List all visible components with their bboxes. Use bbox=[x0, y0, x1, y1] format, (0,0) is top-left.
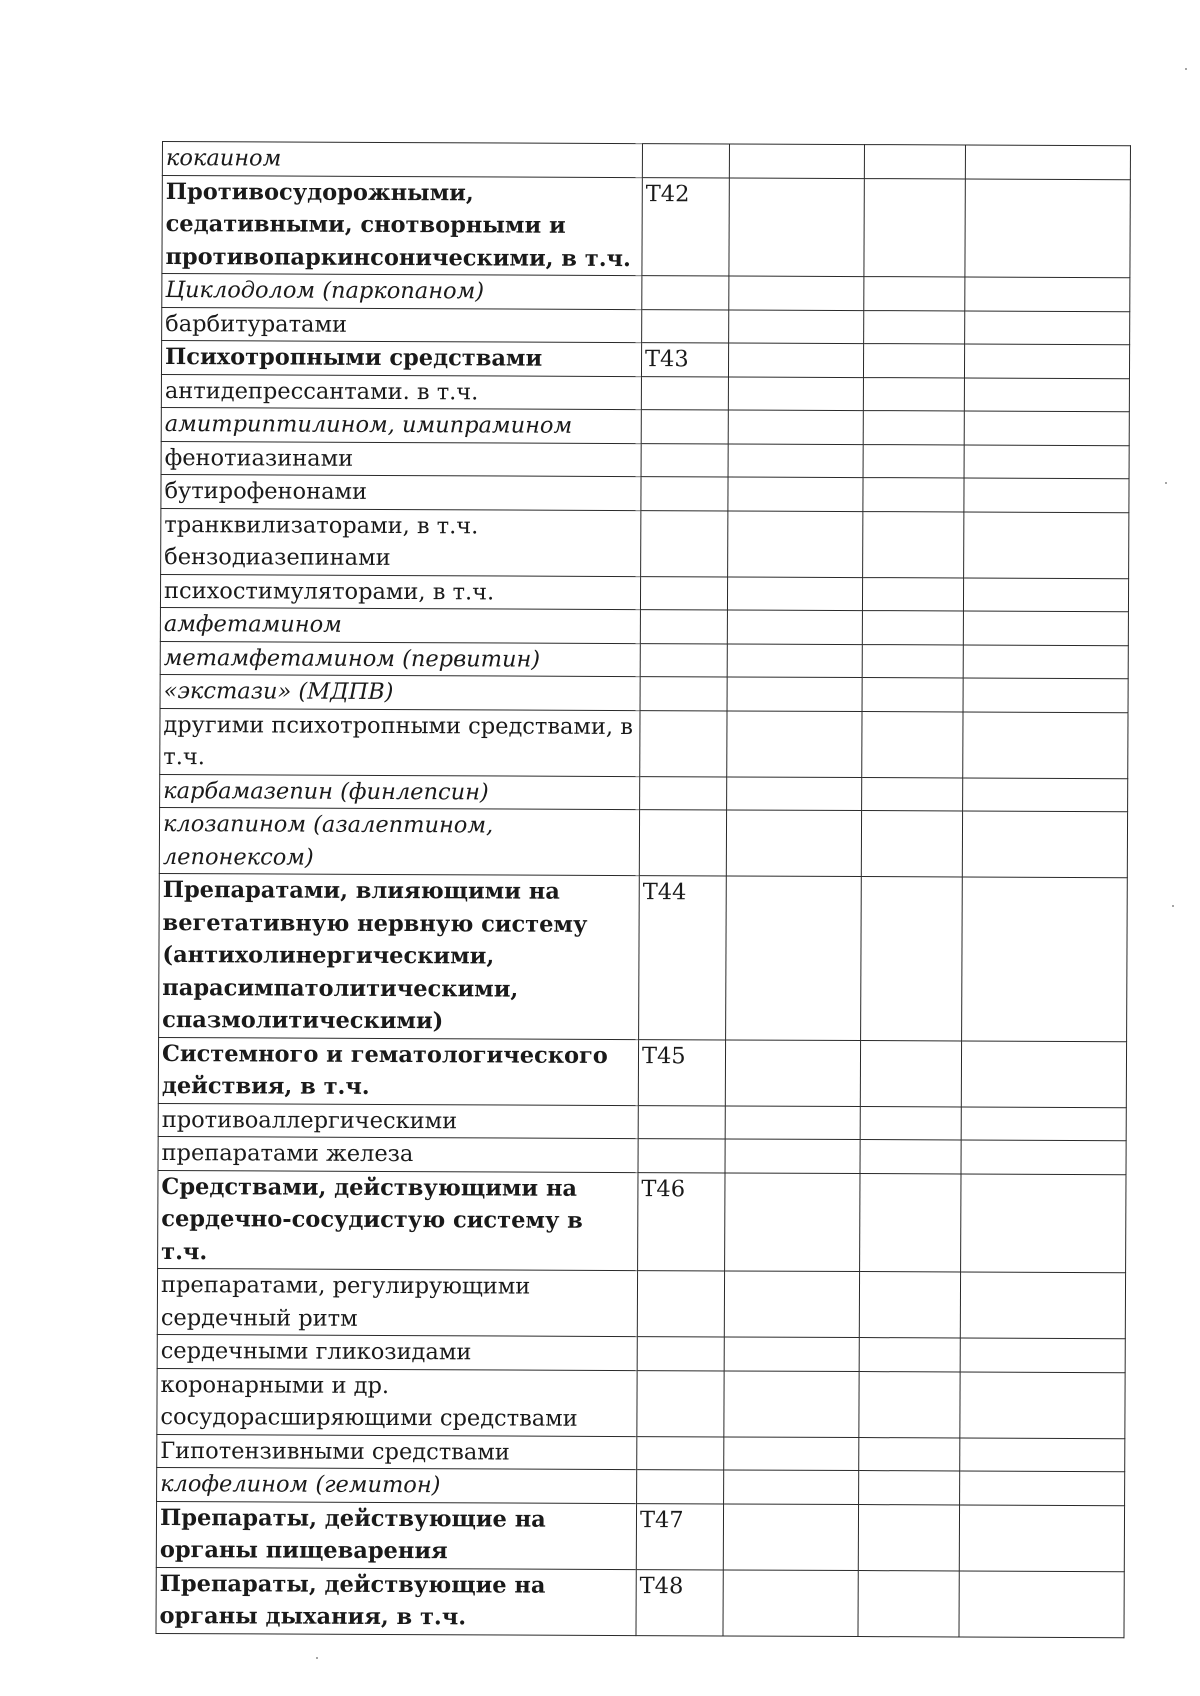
empty-cell bbox=[728, 510, 863, 577]
table-row bbox=[156, 1567, 1124, 1637]
table-row bbox=[158, 1103, 1126, 1141]
empty-cell bbox=[862, 644, 963, 678]
empty-cell bbox=[965, 311, 1130, 345]
row-code bbox=[642, 309, 729, 343]
row-code bbox=[640, 710, 727, 776]
row-code bbox=[640, 643, 727, 677]
row-label: клофелином (гемитон) bbox=[157, 1467, 637, 1503]
empty-cell bbox=[724, 1337, 859, 1371]
empty-cell bbox=[728, 376, 863, 410]
row-label: бутирофенонами bbox=[161, 474, 641, 510]
row-code bbox=[637, 1470, 724, 1504]
empty-cell bbox=[963, 645, 1128, 679]
scan-speck bbox=[1172, 905, 1174, 907]
empty-cell bbox=[723, 1503, 858, 1570]
empty-cell bbox=[728, 343, 863, 377]
empty-cell bbox=[960, 1338, 1125, 1372]
empty-cell bbox=[725, 1039, 860, 1106]
row-label: амитриптилином, имипрамином bbox=[161, 407, 641, 443]
empty-cell bbox=[965, 145, 1130, 179]
empty-cell bbox=[727, 576, 862, 610]
table-row bbox=[160, 607, 1128, 645]
empty-cell bbox=[726, 810, 861, 877]
empty-cell bbox=[963, 578, 1128, 612]
empty-cell bbox=[724, 1271, 859, 1338]
empty-cell bbox=[963, 678, 1128, 712]
table-row bbox=[158, 1136, 1126, 1174]
empty-cell bbox=[860, 1173, 961, 1272]
row-code: T46 bbox=[638, 1172, 725, 1271]
empty-cell bbox=[859, 1471, 960, 1505]
row-code bbox=[637, 1370, 724, 1436]
empty-cell bbox=[864, 277, 965, 311]
empty-cell bbox=[727, 643, 862, 677]
table-row bbox=[161, 341, 1129, 379]
row-label: коронарными и др. сосудорасширяющими средствами bbox=[157, 1368, 637, 1436]
empty-cell bbox=[960, 1471, 1125, 1505]
row-code bbox=[638, 1105, 725, 1139]
row-label: противоаллергическими bbox=[158, 1103, 638, 1139]
row-code bbox=[640, 576, 727, 610]
row-label: Циклодолом (паркопаном) bbox=[162, 274, 642, 310]
empty-cell bbox=[725, 1105, 860, 1139]
empty-cell bbox=[859, 1272, 960, 1338]
empty-cell bbox=[727, 677, 862, 711]
empty-cell bbox=[864, 310, 965, 344]
empty-cell bbox=[726, 876, 862, 1040]
table-row bbox=[157, 1434, 1125, 1472]
table-row bbox=[157, 1268, 1125, 1338]
row-code: T45 bbox=[638, 1039, 725, 1105]
row-label: Психотропными средствами bbox=[161, 341, 641, 377]
empty-cell bbox=[728, 443, 863, 477]
empty-cell bbox=[960, 1272, 1125, 1339]
empty-cell bbox=[858, 1504, 959, 1570]
empty-cell bbox=[960, 1437, 1125, 1471]
row-label: препаратами железа bbox=[158, 1136, 638, 1172]
empty-cell bbox=[729, 309, 864, 343]
table-row bbox=[160, 674, 1128, 712]
empty-cell bbox=[723, 1569, 858, 1636]
row-label: «экстази» (МДПВ) bbox=[160, 674, 640, 710]
empty-cell bbox=[729, 276, 864, 310]
row-label: Препараты, действующие на органы дыхания, в т.ч. bbox=[156, 1567, 636, 1635]
table-row bbox=[157, 1467, 1125, 1505]
table-row bbox=[161, 508, 1129, 578]
empty-cell bbox=[964, 512, 1129, 579]
row-label: клозапином (азалептином, лепонексом) bbox=[159, 807, 639, 875]
empty-cell bbox=[861, 811, 962, 877]
scan-speck bbox=[1185, 68, 1187, 70]
poisoning-table bbox=[155, 141, 1131, 1638]
empty-cell bbox=[863, 444, 964, 478]
empty-cell bbox=[858, 1570, 959, 1636]
empty-cell bbox=[729, 144, 864, 178]
row-label: Противосудорожными, седативными, снотворными и противопаркинсоническими, в т.ч. bbox=[162, 175, 642, 276]
empty-cell bbox=[859, 1338, 960, 1372]
row-code bbox=[641, 477, 728, 511]
row-code bbox=[637, 1271, 724, 1337]
table-row bbox=[162, 175, 1130, 278]
table-row bbox=[159, 873, 1128, 1041]
empty-cell bbox=[961, 1140, 1126, 1174]
row-label: антидепрессантами. в т.ч. bbox=[161, 374, 641, 410]
table-row bbox=[161, 374, 1129, 412]
empty-cell bbox=[862, 577, 963, 611]
empty-cell bbox=[862, 611, 963, 645]
empty-cell bbox=[964, 378, 1129, 412]
row-code bbox=[640, 677, 727, 711]
empty-cell bbox=[863, 377, 964, 411]
empty-cell bbox=[863, 344, 964, 378]
row-label: Средствами, действующими на сердечно-сосудистую систему в т.ч. bbox=[158, 1170, 638, 1271]
row-code bbox=[637, 1337, 724, 1371]
empty-cell bbox=[961, 1040, 1126, 1107]
empty-cell bbox=[859, 1437, 960, 1471]
table-row bbox=[160, 641, 1128, 679]
row-label: фенотиазинами bbox=[161, 441, 641, 477]
empty-cell bbox=[960, 1371, 1125, 1438]
empty-cell bbox=[863, 478, 964, 512]
scan-speck bbox=[316, 1657, 318, 1659]
empty-cell bbox=[728, 410, 863, 444]
row-label: Системного и гематологического действия, в т.ч. bbox=[158, 1037, 638, 1105]
table-row bbox=[157, 1368, 1125, 1438]
row-code bbox=[642, 276, 729, 310]
table-row bbox=[161, 441, 1129, 479]
empty-cell bbox=[727, 610, 862, 644]
empty-cell bbox=[963, 777, 1128, 811]
empty-cell bbox=[724, 1370, 859, 1437]
row-label: препаратами, регулирующими сердечный ритм bbox=[157, 1268, 637, 1336]
empty-cell bbox=[964, 445, 1129, 479]
empty-cell bbox=[727, 776, 862, 810]
row-label: амфетамином bbox=[160, 607, 640, 643]
empty-cell bbox=[961, 1173, 1126, 1272]
row-code bbox=[638, 1139, 725, 1173]
empty-cell bbox=[965, 277, 1130, 311]
table-row bbox=[160, 574, 1128, 612]
row-label: метамфетамином (первитин) bbox=[160, 641, 640, 677]
row-label: карбамазепин (финлепсин) bbox=[160, 774, 640, 810]
empty-cell bbox=[724, 1436, 859, 1470]
row-label: барбитуратами bbox=[162, 307, 642, 343]
row-code bbox=[641, 376, 728, 410]
table-row bbox=[162, 307, 1130, 345]
row-code: T43 bbox=[641, 343, 728, 377]
row-label: кокаином bbox=[162, 142, 642, 178]
empty-cell bbox=[860, 1040, 961, 1106]
table-row bbox=[159, 807, 1127, 877]
empty-cell bbox=[725, 1172, 860, 1271]
empty-cell bbox=[964, 478, 1129, 512]
empty-cell bbox=[729, 177, 864, 276]
empty-cell bbox=[862, 678, 963, 712]
row-label: сердечными гликозидами bbox=[157, 1334, 637, 1370]
row-code bbox=[642, 144, 729, 178]
empty-cell bbox=[859, 1371, 960, 1437]
empty-cell bbox=[862, 777, 963, 811]
row-label: другими психотропными средствами, в т.ч. bbox=[160, 708, 640, 776]
empty-cell bbox=[864, 178, 965, 277]
row-label: психостимуляторами, в т.ч. bbox=[160, 574, 640, 610]
row-code: T44 bbox=[639, 876, 727, 1040]
empty-cell bbox=[959, 1570, 1124, 1637]
row-code: T47 bbox=[636, 1503, 723, 1569]
row-code bbox=[637, 1436, 724, 1470]
table-row bbox=[160, 774, 1128, 812]
empty-cell bbox=[728, 477, 863, 511]
row-code bbox=[639, 810, 726, 876]
empty-cell bbox=[963, 712, 1128, 779]
empty-cell bbox=[964, 344, 1129, 378]
row-label: Препаратами, влияющими на вегетативную нервную систему (антихолинергическими, парасимпатолитическими, спазмолитическими) bbox=[159, 873, 640, 1039]
empty-cell bbox=[727, 710, 862, 777]
table-row bbox=[161, 474, 1129, 512]
table-row bbox=[157, 1334, 1125, 1372]
empty-cell bbox=[725, 1139, 860, 1173]
row-code: T42 bbox=[642, 177, 729, 276]
empty-cell bbox=[863, 411, 964, 445]
empty-cell bbox=[862, 711, 963, 777]
empty-cell bbox=[962, 877, 1128, 1041]
row-code bbox=[641, 443, 728, 477]
table-row bbox=[162, 142, 1130, 180]
table-row bbox=[158, 1037, 1126, 1107]
empty-cell bbox=[724, 1470, 859, 1504]
row-code bbox=[640, 610, 727, 644]
scan-speck bbox=[1165, 482, 1167, 484]
empty-cell bbox=[965, 179, 1130, 278]
empty-cell bbox=[963, 611, 1128, 645]
empty-cell bbox=[860, 1140, 961, 1174]
table-body bbox=[156, 142, 1130, 1638]
empty-cell bbox=[864, 145, 965, 179]
empty-cell bbox=[961, 1106, 1126, 1140]
row-code bbox=[641, 410, 728, 444]
row-code bbox=[641, 510, 728, 576]
table-row bbox=[162, 274, 1130, 312]
empty-cell bbox=[959, 1504, 1124, 1571]
table-row bbox=[161, 407, 1129, 445]
row-label: Препараты, действующие на органы пищеварения bbox=[156, 1501, 636, 1569]
row-code bbox=[640, 776, 727, 810]
empty-cell bbox=[964, 411, 1129, 445]
table-row bbox=[160, 708, 1128, 778]
table-row bbox=[156, 1501, 1124, 1571]
row-label: Гипотензивными средствами bbox=[157, 1434, 637, 1470]
empty-cell bbox=[863, 511, 964, 577]
row-label: транквилизаторами, в т.ч. бензодиазепинами bbox=[161, 508, 641, 576]
row-code: T48 bbox=[636, 1569, 723, 1635]
table-row bbox=[158, 1170, 1126, 1273]
empty-cell bbox=[962, 811, 1127, 878]
empty-cell bbox=[861, 877, 963, 1041]
empty-cell bbox=[860, 1106, 961, 1140]
